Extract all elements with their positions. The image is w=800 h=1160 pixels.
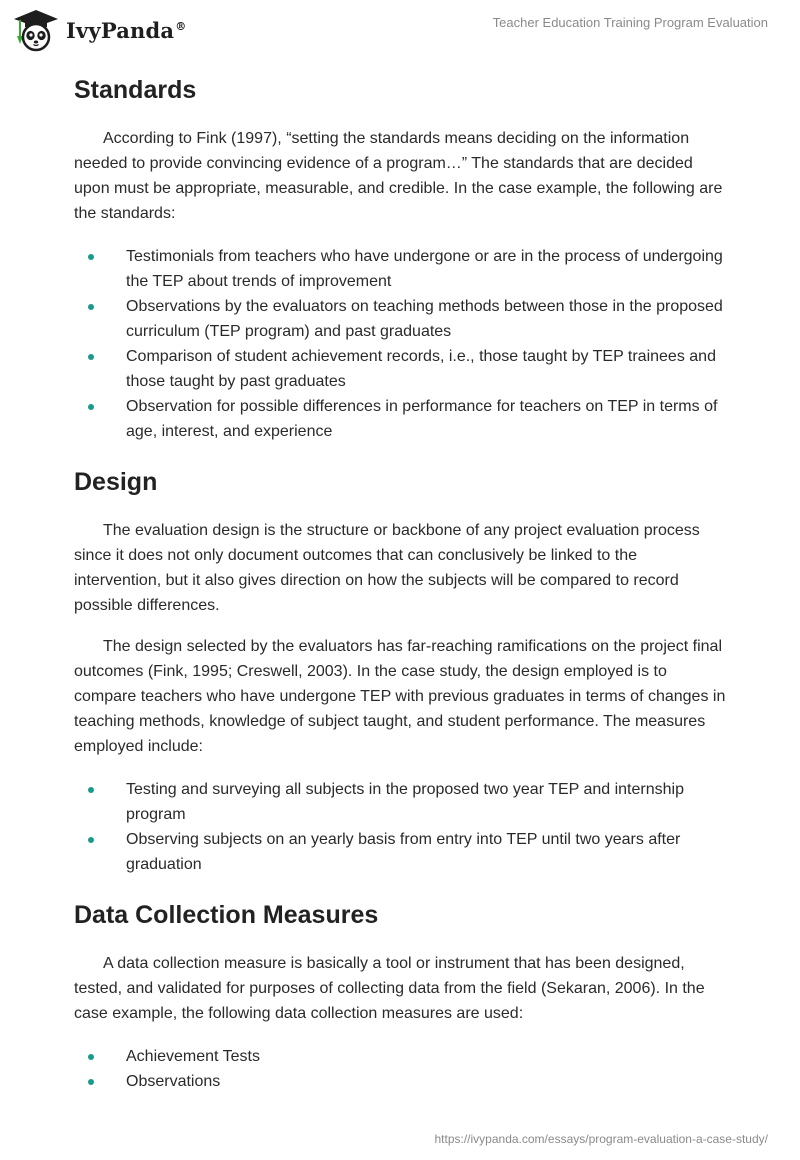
- paragraph: The evaluation design is the structure or backbone of any project evaluation process since it does not only document outcomes that can conclusively be linked to the intervention, but it also gives direction on how the subjects will be compared to record possible differences.: [74, 522, 700, 614]
- section-heading: Design: [74, 468, 158, 496]
- brand-logo[interactable]: [12, 8, 186, 52]
- list-item-text: Observations by the evaluators on teaching methods between those in the proposed curriculum (TEP program) and past graduates: [126, 298, 723, 340]
- list-item: [74, 1069, 726, 1094]
- bullet-dot-icon: [88, 354, 94, 360]
- list-item-text: Comparison of student achievement records, i.e., those taught by TEP trainees and those taught by past graduates: [126, 348, 716, 390]
- section-heading: Data Collection Measures: [74, 901, 379, 929]
- list-item: [74, 244, 726, 294]
- list-item: [74, 777, 726, 827]
- bullet-dot-icon: [88, 787, 94, 793]
- paragraph: The design selected by the evaluators has far-reaching ramifications on the project final outcomes (Fink, 1995; Creswell, 2003). In the case study, the design employed is to compare teachers who have undergone TEP with previous graduates in terms of changes in teaching methods, knowledge of subject taught, and student performance. The measures employed include:: [74, 638, 726, 755]
- list-item: [74, 827, 726, 877]
- bullet-dot-icon: [88, 404, 94, 410]
- list-item: [74, 394, 726, 444]
- list-item: [74, 294, 726, 344]
- paragraph: A data collection measure is basically a tool or instrument that has been designed, tested, and validated for purposes of collecting data from the field (Sekaran, 2006). In the case example, the following data collection measures are used:: [74, 955, 705, 1022]
- bullet-dot-icon: [88, 254, 94, 260]
- brand-name: IvyPanda®: [66, 17, 187, 43]
- registered-mark: ®: [175, 19, 187, 33]
- panda-graduate-icon: [12, 8, 60, 52]
- article-body: [74, 70, 726, 1094]
- list-item: [74, 344, 726, 394]
- list-item-text: Achievement Tests: [126, 1048, 260, 1065]
- list-item-text: Testing and surveying all subjects in the proposed two year TEP and internship program: [126, 781, 684, 823]
- section-data-collection: [74, 897, 726, 1094]
- section-standards: [74, 72, 726, 444]
- bullet-dot-icon: [88, 304, 94, 310]
- list-item-text: Observing subjects on an yearly basis from entry into TEP until two years after graduation: [126, 831, 681, 873]
- list-item-text: Observations: [126, 1073, 221, 1090]
- bullet-dot-icon: [88, 1054, 94, 1060]
- bullet-list: [74, 244, 726, 444]
- bullet-list: [74, 1044, 726, 1094]
- list-item-text: Testimonials from teachers who have undergone or are in the process of undergoing the TEP about trends of improvement: [126, 248, 723, 290]
- section-design: [74, 464, 726, 877]
- paragraph: According to Fink (1997), “setting the standards means deciding on the information needed to provide convincing evidence of a program…” The standards that are decided upon must be appropriate, measurable, and credible. In the case example, the following are the standards:: [74, 130, 723, 222]
- list-item: [74, 1044, 726, 1069]
- bullet-dot-icon: [88, 1079, 94, 1085]
- source-url-link[interactable]: https://ivypanda.com/essays/program-evaluation-a-case-study/: [434, 1132, 768, 1146]
- bullet-dot-icon: [88, 837, 94, 843]
- section-heading: Standards: [74, 76, 197, 104]
- document-title: Teacher Education Training Program Evaluation: [492, 15, 768, 30]
- list-item-text: Observation for possible differences in performance for teachers on TEP in terms of age, interest, and experience: [126, 398, 718, 440]
- bullet-list: [74, 777, 726, 877]
- page-header: [0, 0, 800, 64]
